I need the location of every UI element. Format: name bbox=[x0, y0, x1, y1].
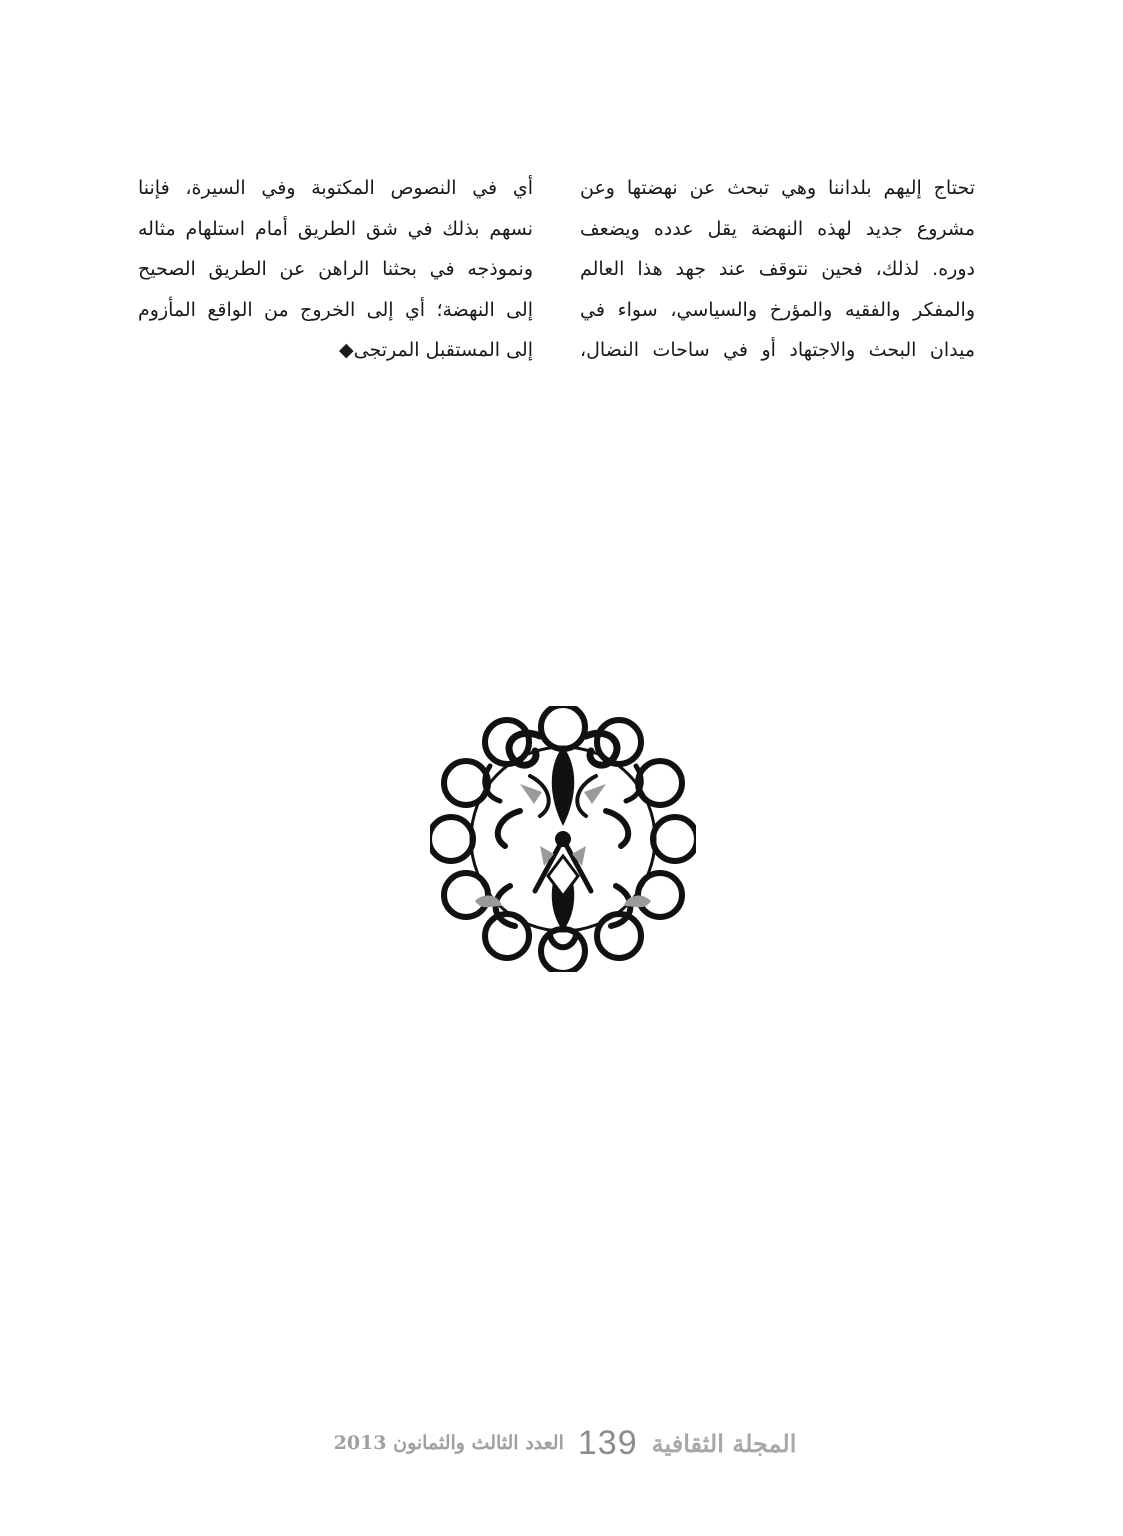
article-line: ميدان البحث والاجتهاد أو في ساحات النضال، bbox=[580, 339, 975, 361]
article-line: إلى النهضة؛ أي إلى الخروج من الواقع المأزوم bbox=[138, 298, 533, 321]
article-line: دوره. لذلك، فحين نتوقف عند جهد هذا العالم bbox=[580, 258, 975, 280]
article-line: ونموذجه في بحثنا الراهن عن الطريق الصحيح bbox=[138, 258, 533, 280]
article-line: إلى المستقبل المرتجى◆ bbox=[339, 339, 533, 361]
page-number: 139 bbox=[577, 1423, 638, 1462]
article-line: نسهم بذلك في شق الطريق أمام استلهام مثاله bbox=[138, 217, 533, 240]
magazine-title: المجلة الثقافية bbox=[651, 1428, 797, 1458]
article-column-right bbox=[580, 168, 975, 371]
article-line: والمفكر والفقيه والمؤرخ والسياسي، سواء في bbox=[580, 298, 975, 321]
article-column-left bbox=[138, 168, 533, 371]
page-footer bbox=[300, 1418, 830, 1468]
article-line: تحتاج إليهم بلداننا وهي تبحث عن نهضتها وعن bbox=[580, 177, 975, 199]
issue-label: العدد الثالث والثمانون 2013 bbox=[333, 1432, 564, 1454]
article-line: أي في النصوص المكتوبة وفي السيرة، فإننا bbox=[138, 177, 533, 199]
article-line: مشروع جديد لهذه النهضة يقل عدده ويضعف bbox=[580, 217, 975, 240]
arabesque-rosette-icon bbox=[430, 706, 696, 972]
